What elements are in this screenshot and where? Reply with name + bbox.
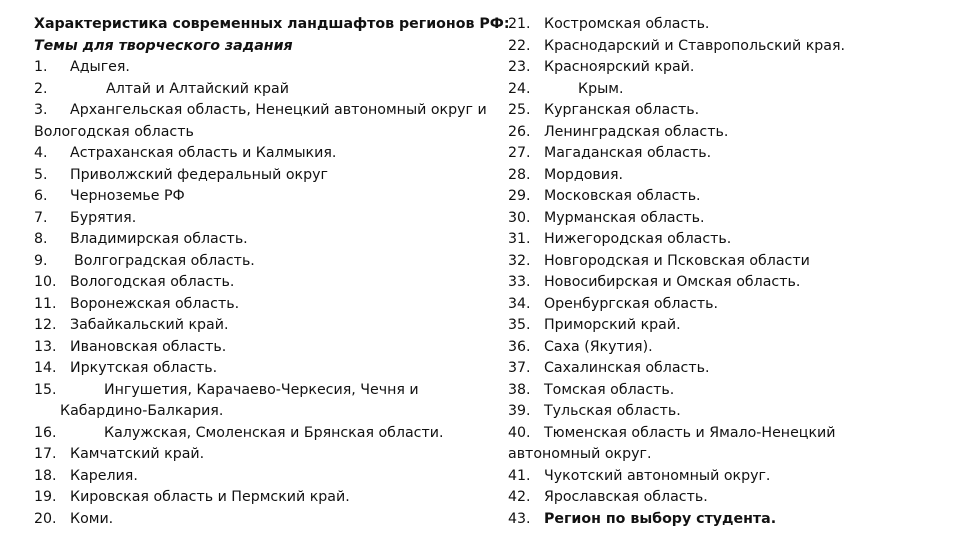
list-item [34, 79, 502, 101]
item-text: Красноярский край. [544, 59, 695, 75]
item-text: Черноземье РФ [70, 188, 185, 204]
item-text: Камчатский край. [70, 446, 205, 462]
item-text: Коми. [70, 510, 114, 527]
list-item-continuation: Вологодская область [34, 123, 194, 140]
list-item [34, 380, 502, 402]
item-text: Приволжский федеральный округ [70, 166, 328, 183]
item-number: 25. [508, 102, 531, 118]
list-item [34, 251, 502, 273]
item-number: 30. [508, 209, 531, 226]
list-item [34, 229, 502, 251]
item-number: 34. [508, 295, 531, 312]
item-number: 16. [34, 424, 57, 441]
list-item [34, 100, 502, 122]
item-number: 27. [508, 145, 531, 161]
list-item [508, 100, 948, 122]
item-number: 42. [508, 489, 531, 505]
list-item [508, 315, 948, 337]
list-item [508, 229, 948, 251]
item-number: 4. [34, 145, 48, 161]
item-number: 9. [34, 252, 48, 269]
item-number: 13. [34, 338, 57, 355]
item-number: 8. [34, 231, 48, 247]
item-number: 18. [34, 467, 57, 484]
item-text: Костромская область. [544, 16, 710, 32]
item-text: Кировская область и Пермский край. [70, 489, 350, 505]
list-item [508, 423, 948, 445]
list-item [34, 487, 502, 509]
list-item [508, 358, 948, 380]
list-item [34, 208, 502, 230]
item-text: Нижегородская область. [544, 231, 732, 247]
item-number: 36. [508, 338, 531, 355]
item-text: Калужская, Смоленская и Брянская области. [104, 424, 444, 441]
item-number: 29. [508, 188, 531, 204]
item-number: 2. [34, 80, 48, 97]
list-item [508, 79, 948, 101]
item-number: 39. [508, 403, 531, 419]
item-number: 32. [508, 252, 531, 269]
list-item [508, 509, 948, 531]
list-item [34, 57, 502, 79]
list-item [508, 186, 948, 208]
item-number: 19. [34, 489, 57, 505]
item-number: 33. [508, 274, 531, 290]
item-number: 43. [508, 510, 531, 527]
document-subtitle: Темы для творческого задания [34, 37, 293, 54]
list-item [508, 36, 948, 58]
list-item [34, 143, 502, 165]
item-text: Мурманская область. [544, 209, 705, 226]
list-item [34, 423, 502, 445]
item-number: 37. [508, 360, 531, 376]
item-text: Бурятия. [70, 209, 137, 226]
list-item [508, 208, 948, 230]
item-text: Астраханская область и Калмыкия. [70, 145, 337, 161]
item-number: 6. [34, 188, 48, 204]
document-title: Характеристика современных ландшафтов регионов РФ: [34, 16, 510, 32]
list-item [34, 509, 502, 531]
item-text: Забайкальский край. [70, 317, 229, 333]
item-text: Ингушетия, Карачаево-Черкесия, Чечня и [104, 381, 419, 398]
item-text: Иркутская область. [70, 360, 218, 376]
item-text: Московская область. [544, 188, 701, 204]
item-text: Магаданская область. [544, 145, 712, 161]
list-item [508, 294, 948, 316]
list-item [34, 272, 502, 294]
item-number: 26. [508, 123, 531, 140]
item-text: Волгоградская область. [74, 252, 255, 269]
item-number: 11. [34, 295, 57, 312]
item-text: Воронежская область. [70, 295, 240, 312]
item-number: 38. [508, 381, 531, 398]
list-item-continuation: Кабардино-Балкария. [60, 403, 224, 419]
item-number: 3. [34, 102, 48, 118]
list-item [34, 337, 502, 359]
item-text: Оренбургская область. [544, 295, 719, 312]
list-item [34, 315, 502, 337]
list-item [508, 57, 948, 79]
item-text: Саха (Якутия). [544, 338, 653, 355]
right-column [508, 14, 948, 530]
item-number: 40. [508, 424, 531, 441]
item-text: Архангельская область, Ненецкий автономный округ и [70, 102, 487, 118]
item-number: 28. [508, 166, 531, 183]
item-text: Карелия. [70, 467, 138, 484]
item-number: 41. [508, 467, 531, 484]
item-number: 15. [34, 381, 57, 398]
item-text: Регион по выбору студента. [544, 510, 777, 527]
item-number: 5. [34, 166, 48, 183]
item-text: Томская область. [544, 381, 675, 398]
list-item [508, 337, 948, 359]
item-number: 20. [34, 510, 57, 527]
item-text: Тульская область. [544, 403, 681, 419]
list-item [508, 380, 948, 402]
list-item [508, 251, 948, 273]
list-item [508, 401, 948, 423]
item-text: Тюменская область и Ямало-Ненецкий [544, 424, 836, 441]
item-text: Вологодская область. [70, 274, 235, 290]
item-text: Ярославская область. [544, 489, 708, 505]
list-item [508, 272, 948, 294]
list-item [508, 466, 948, 488]
item-number: 17. [34, 446, 57, 462]
list-item [508, 14, 948, 36]
item-text: Адыгея. [70, 59, 130, 75]
item-text: Мордовия. [544, 166, 624, 183]
item-text: Новгородская и Псковская области [544, 252, 810, 269]
list-item [34, 466, 502, 488]
item-number: 21. [508, 16, 531, 32]
list-item [508, 487, 948, 509]
item-number: 22. [508, 37, 531, 54]
item-text: Курганская область. [544, 102, 700, 118]
item-number: 10. [34, 274, 57, 290]
item-number: 35. [508, 317, 531, 333]
list-item [508, 143, 948, 165]
list-item [508, 165, 948, 187]
left-column [34, 14, 510, 530]
item-text: Краснодарский и Ставропольский края. [544, 37, 846, 54]
list-item [34, 165, 502, 187]
item-number: 1. [34, 59, 48, 75]
item-number: 23. [508, 59, 531, 75]
item-number: 12. [34, 317, 57, 333]
item-text: Крым. [578, 80, 624, 97]
item-text: Приморский край. [544, 317, 681, 333]
item-text: Алтай и Алтайский край [106, 80, 289, 97]
item-number: 7. [34, 209, 48, 226]
item-text: Чукотский автономный округ. [544, 467, 771, 484]
list-item [34, 358, 502, 380]
item-text: Новосибирская и Омская область. [544, 274, 801, 290]
item-number: 24. [508, 80, 531, 97]
item-text: Ленинградская область. [544, 123, 729, 140]
item-text: Сахалинская область. [544, 360, 710, 376]
item-text: Ивановская область. [70, 338, 227, 355]
list-item [34, 294, 502, 316]
item-number: 31. [508, 231, 531, 247]
item-text: Владимирская область. [70, 231, 248, 247]
item-number: 14. [34, 360, 57, 376]
list-item [34, 186, 502, 208]
list-item [508, 122, 948, 144]
list-item-continuation: автономный округ. [508, 446, 652, 462]
list-item [34, 444, 502, 466]
